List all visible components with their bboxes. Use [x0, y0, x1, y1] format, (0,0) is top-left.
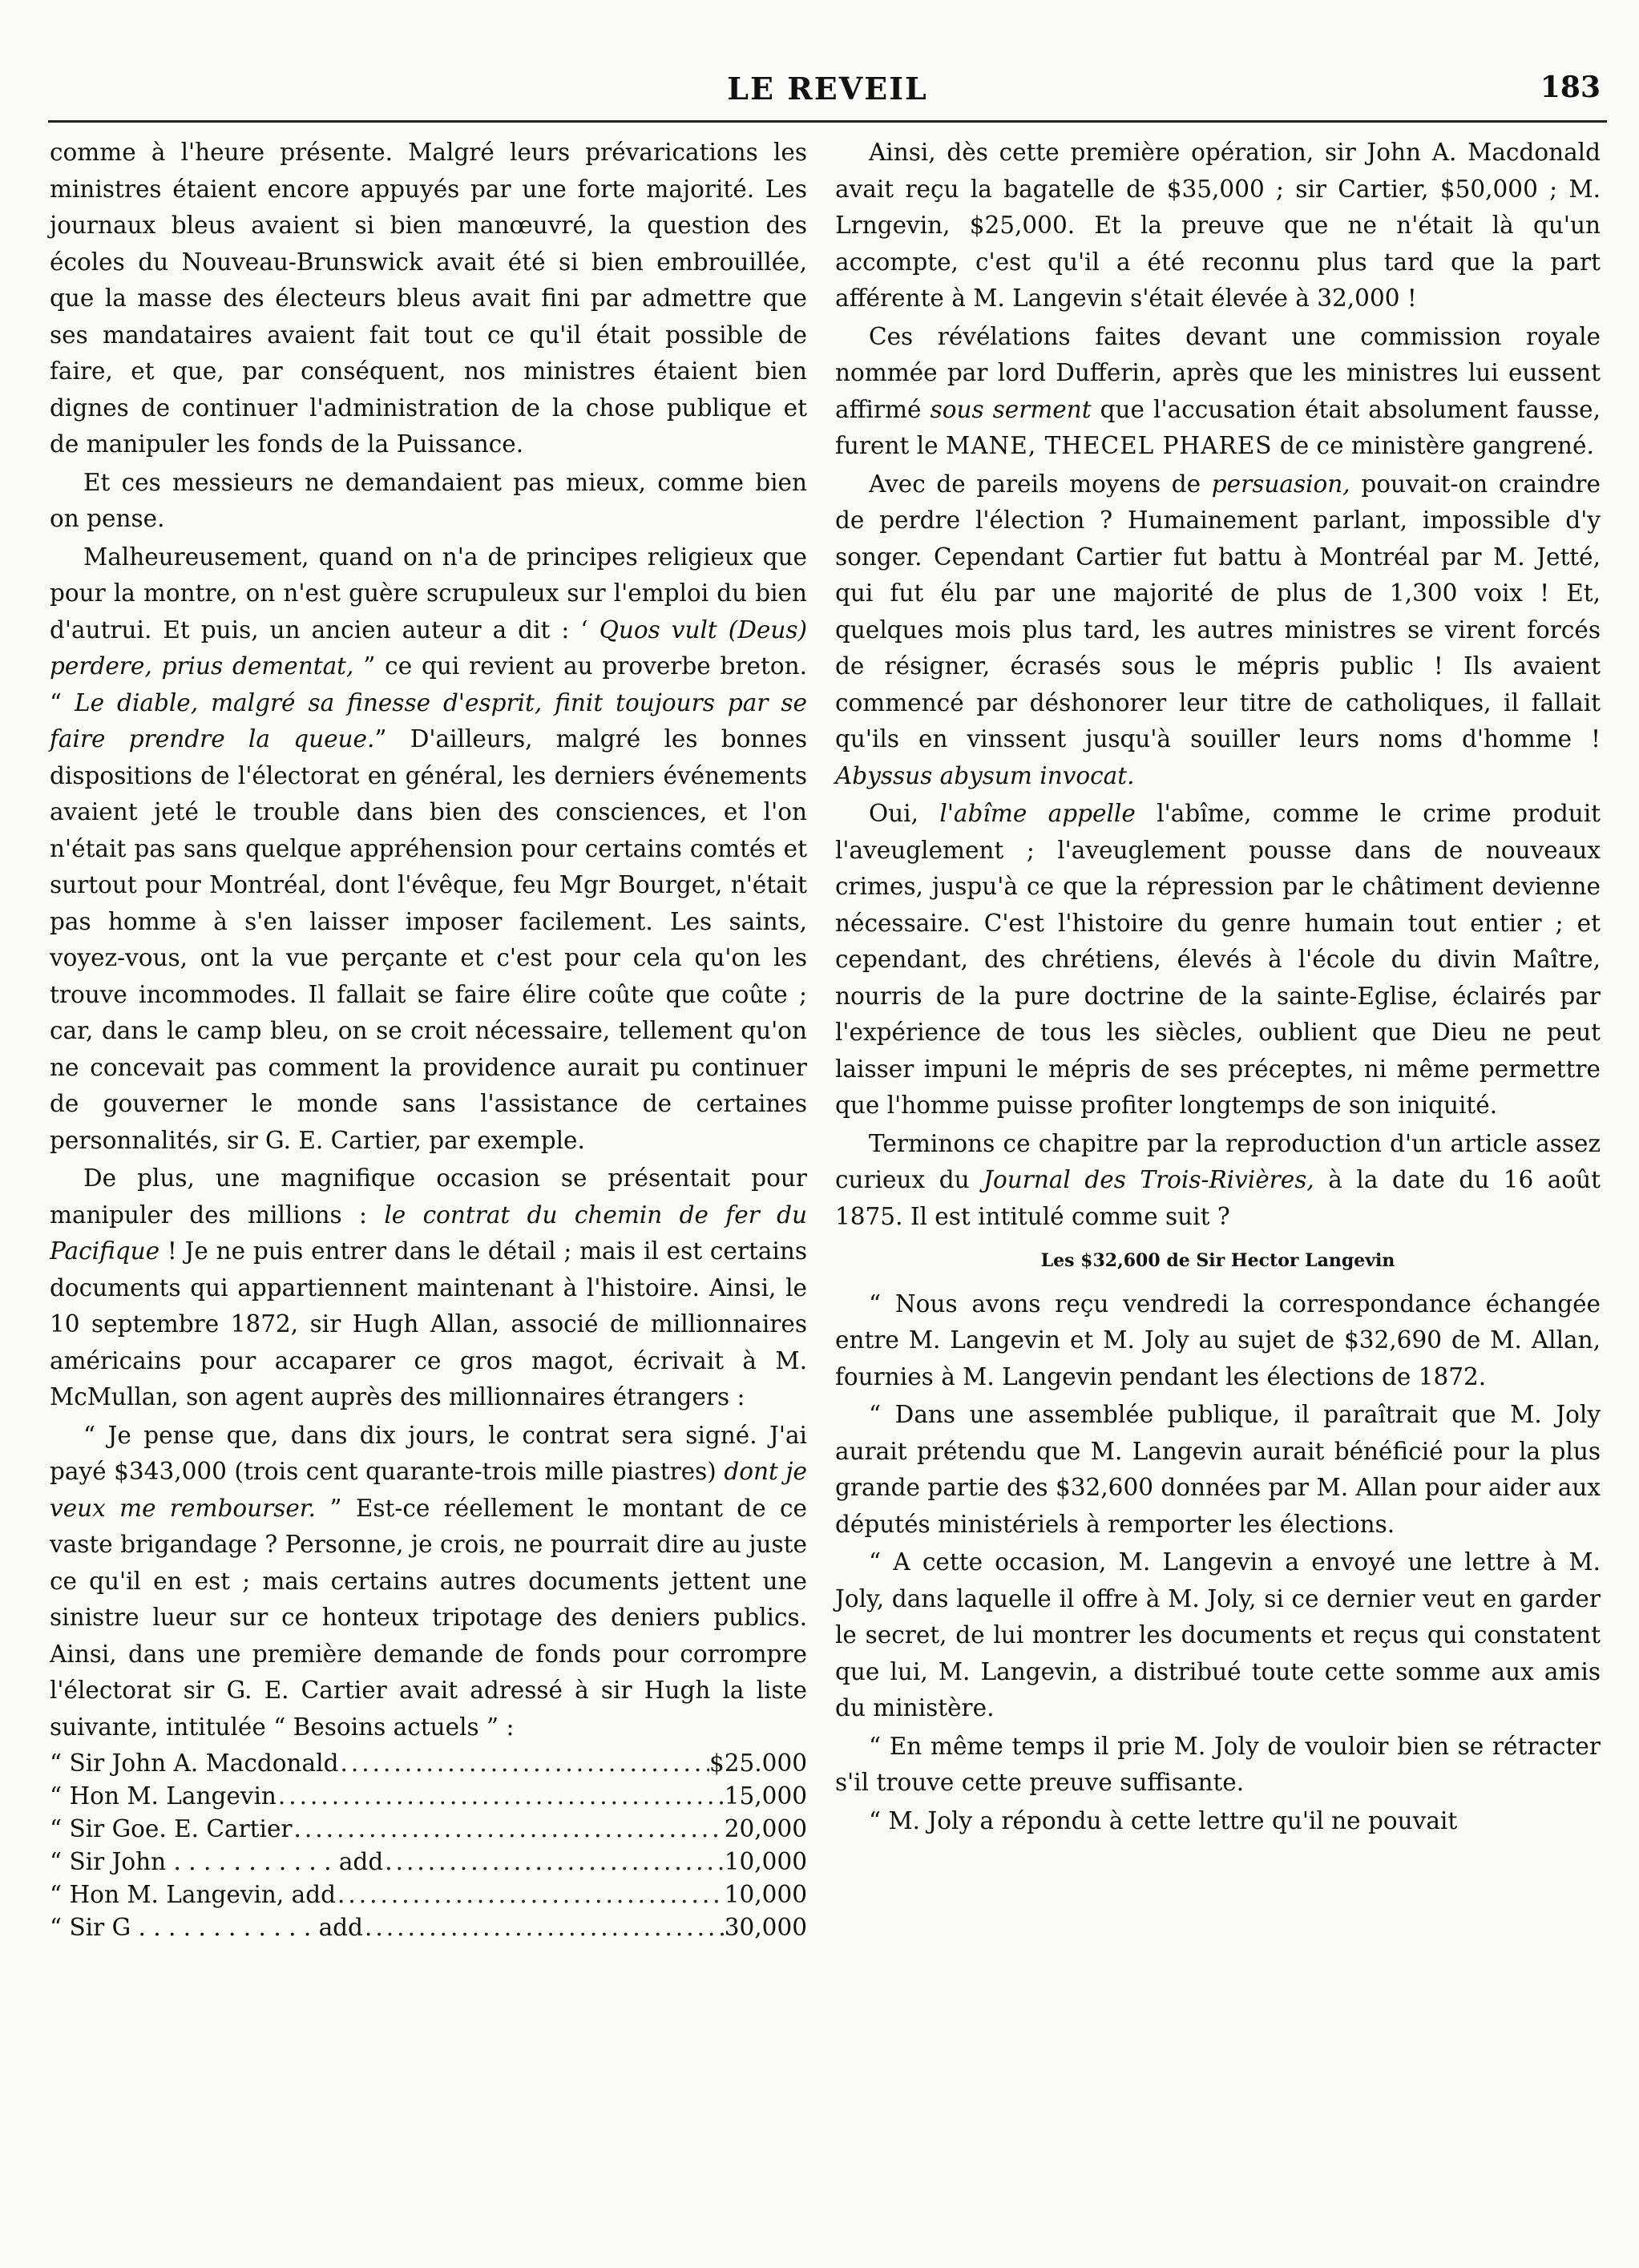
- paragraph: Malheureusement, quand on n'a de principes religieux que pour la montre, on n'est guère scrupuleux sur l'emploi du bien d'autrui. Et puis, un ancien auteur a dit : ‘ Quos vult (Deus) perdere, prius dementat, ” ce qui revient au proverbe breton. “ Le diable, malgré sa finesse d'esprit, finit toujours par se faire prendre la queue.” D'ailleurs, malgré les bonnes dispositions de l'électorat en général, les derniers événements avaient jeté le trouble dans bien des consciences, et l'on n'était pas sans quelque appréhension pour certains comtés et surtout pour Montréal, dont l'évêque, feu Mgr Bourget, n'était pas homme à s'en laisser imposer facilement. Les saints, voyez-vous, ont la vue perçante et c'est pour cela qu'on les trouve incommodes. Il fallait se faire élire coûte que coûte ; car, dans le camp bleu, on se croit nécessaire, tellement qu'on ne concevait pas comment la providence aurait pu continuer de gouverner le monde sans l'assistance de certaines personnalités, sir G. E. Cartier, par exemple.: [50, 543, 808, 1154]
- journal-title: LE REVEIL: [727, 71, 928, 107]
- paragraph: Et ces messieurs ne demandaient pas mieux, comme bien on pense.: [50, 468, 807, 532]
- paragraph: Terminons ce chapitre par la reproduction d'un article assez curieux du Journal des Trois-Rivières, à la date du 16 août 1875. Il est intitulé comme suit ?: [835, 1129, 1601, 1230]
- left-column: [50, 135, 807, 1943]
- quoted-paragraph: “ A cette occasion, M. Langevin a envoyé une lettre à M. Joly, dans laquelle il offre à M. Joly, si ce dernier veut en garder le secret, de lui montrer les documents et reçus qui constatent que lui, M. Langevin, a distribué toute cette somme aux amis du ministère.: [835, 1548, 1601, 1721]
- paragraph: Avec de pareils moyens de persuasion, pouvait-on craindre de perdre l'élection ? Humainement parlant, impossible d'y songer. Cependant Cartier fut battu à Montréal par M. Jetté, qui fut élu par une majorité de plus de 1,300 voix ! Et, quelques mois plus tard, les autres ministres se virent forcés de résigner, écrasés sous le mépris public ! Ils avaient commencé par déshonorer leur titre de catholiques, il fallait qu'ils en vinssent jusqu'à souiller leurs noms d'homme ! Abyssus abysum invocat.: [835, 470, 1601, 789]
- paragraph: comme à l'heure présente. Malgré leurs prévarications les ministres étaient encore appuyés par une forte majorité. Les journaux bleus avaient si bien manœuvré, la question des écoles du Nouveau-Brunswick avait été si bien embrouillée, que la masse des électeurs bleus avait fini par admettre que ses mandataires avaient fait tout ce qu'il était possible de faire, et que, par conséquent, nos ministres étaient bien dignes de continuer l'administration de la chose publique et de manipuler les fonds de la Puissance.: [50, 139, 807, 458]
- paragraph: De plus, une magnifique occasion se présentait pour manipuler des millions : le contrat du chemin de fer du Pacifique ! Je ne puis entrer dans le détail ; mais il est certains documents qui appartiennent maintenant à l'histoire. Ainsi, le 10 septembre 1872, sir Hugh Allan, associé de millionnaires américains pour accaparer ce gros magot, écrivait à M. McMullan, son agent auprès des millionnaires étrangers :: [50, 1164, 807, 1410]
- list-item: “ Hon M. Langevin ..... 15,000: [50, 1778, 807, 1811]
- paragraph: Ces révélations faites devant une commission royale nommée par lord Dufferin, après que les ministres lui eussent affirmé sous serment que l'accusation était absolument fausse, furent le MANE, THECEL PHARES de ce ministère gangrené.: [835, 322, 1601, 459]
- paragraph: Oui, l'abîme appelle l'abîme, comme le crime produit l'aveuglement ; l'aveuglement pousse dans de nouveaux crimes, juspu'à ce que la répression par le châtiment devienne nécessaire. C'est l'histoire du genre humain tout entier ; et cependant, des chrétiens, élevés à l'école du divin Maître, nourris de la pure doctrine de la sainte-Eglise, éclairés par l'expérience de tous les siècles, oublient que Dieu ne peut laisser impuni le mépris de ses préceptes, ni même permettre que l'homme puisse profiter longtemps de son iniquité.: [835, 800, 1601, 1119]
- paragraph: Ainsi, dès cette première opération, sir John A. Macdonald avait reçu la bagatelle de $35,000 ; sir Cartier, $50,000 ; M. Lrngevin, $25,000. Et la preuve que ne n'était là qu'un accompte, c'est qu'il a été reconnu plus tard que la part afférente à M. Langevin s'était élevée à 32,000 !: [835, 139, 1601, 312]
- page-number: 183: [1540, 71, 1601, 104]
- list-item: “ Hon M. Langevin, add ..... 10,000: [50, 1877, 807, 1910]
- quoted-paragraph: “ Nous avons reçu vendredi la correspondance échangée entre M. Langevin et M. Joly au sujet de $32,690 de M. Allan, fournies à M. Langevin pendant les élections de 1872.: [835, 1289, 1601, 1390]
- list-item: “ Sir John A. Macdonald ..... $25.000: [50, 1745, 807, 1778]
- funding-list: [50, 1745, 807, 1943]
- quoted-paragraph: “ Dans une assemblée publique, il paraîtrait que M. Joly aurait prétendu que M. Langevin aurait bénéficié pour la plus grande partie des $32,600 données par M. Allan pour aider aux députés ministériels à remporter les élections.: [835, 1401, 1601, 1538]
- running-header: [48, 71, 1607, 119]
- quoted-paragraph: “ M. Joly a répondu à cette lettre qu'il ne pouvait: [869, 1806, 1458, 1834]
- paragraph: “ Je pense que, dans dix jours, le contrat sera signé. J'ai payé $343,000 (trois cent quarante-trois mille piastres) dont je veux me rembourser. ” Est-ce réellement le montant de ce vaste brigandage ? Personne, je crois, ne pourrait dire au juste ce qu'il en est ; mais certains autres documents jettent une sinistre lueur sur ce honteux tripotage des deniers publics. Ainsi, dans une première demande de fonds pour corrompre l'électorat sir G. E. Cartier avait adressé à sir Hugh la liste suivante, intitulée “ Besoins actuels ” :: [50, 1421, 808, 1741]
- list-item: “ Sir Goe. E. Cartier ..... 20,000: [50, 1811, 807, 1844]
- list-item: “ Sir G . . . . . . . . . . . . add ..... 30,000: [50, 1910, 807, 1943]
- header-rule: [48, 120, 1607, 123]
- quoted-paragraph: “ En même temps il prie M. Joly de vouloir bien se rétracter s'il trouve cette preuve suffisante.: [835, 1732, 1601, 1796]
- list-item: “ Sir John . . . . . . . . . . . add ..... 10,000: [50, 1844, 807, 1877]
- article-heading: Les $32,600 de Sir Hector Langevin: [1040, 1250, 1395, 1271]
- right-column: [835, 135, 1601, 1839]
